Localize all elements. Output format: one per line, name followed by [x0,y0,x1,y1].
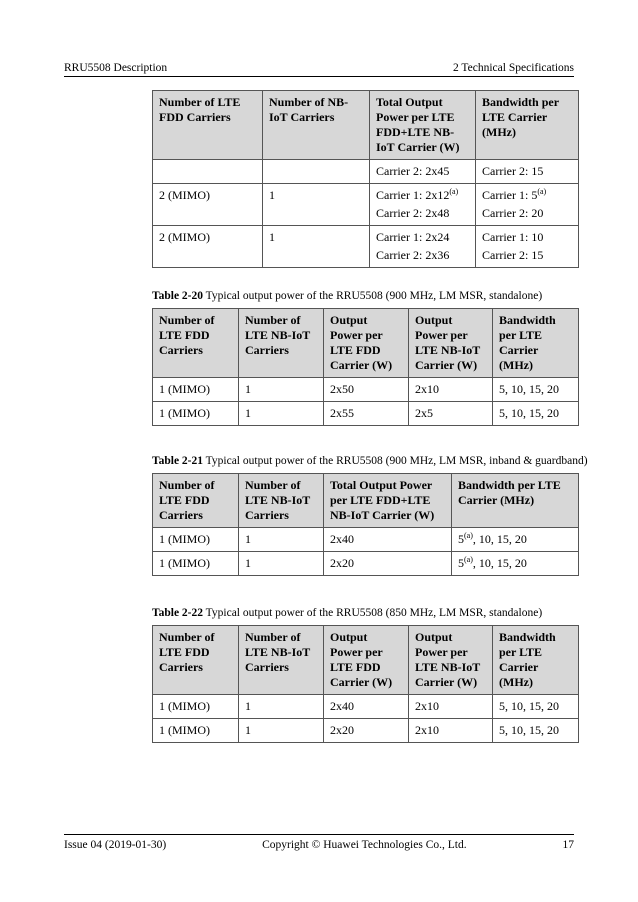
col-header: Number of NB-IoT Carriers [263,91,370,160]
table-cell [452,552,579,576]
table-cell: 1 (MIMO) [153,552,239,576]
col-header: Bandwidth per LTE Carrier (MHz) [493,626,579,695]
footer-issue: Issue 04 (2019-01-30) [64,839,167,851]
table-cell: 1 (MIMO) [153,719,239,743]
table-cell: 5, 10, 15, 20 [493,695,579,719]
table-cell: 2x50 [324,378,409,402]
table-cell: 1 [239,719,324,743]
footer-page-number: 17 [562,839,574,851]
col-header: Bandwidth per LTE Carrier (MHz) [493,309,579,378]
table-header-row [153,626,579,695]
table-cell: 5, 10, 15, 20 [493,378,579,402]
table-label: Table 2-21 [152,455,204,467]
col-header: Output Power per LTE FDD Carrier (W) [324,626,409,695]
col-header: Total Output Power per LTE FDD+LTE NB-IoT Carrier (W) [324,474,452,528]
header-chapter-title: 2 Technical Specifications [453,62,574,74]
table-row [153,528,579,552]
table-cell: 2x40 [324,528,452,552]
table-label: Table 2-20 [152,290,204,302]
table-cell [476,184,579,226]
table-cell: 2x10 [409,378,493,402]
cell-text: 5 [458,532,464,546]
table-cell: 1 [239,695,324,719]
table-2-21 [152,473,579,576]
table-header-row [153,474,579,528]
table-cell: 1 [239,378,324,402]
table-row [153,695,579,719]
header-doc-title: RRU5508 Description [64,62,168,74]
table-cell: 1 (MIMO) [153,528,239,552]
table-cell [370,184,476,226]
table-row [153,160,579,184]
table-caption-text: Typical output power of the RRU5508 (900 MHz, LM MSR, inband & guardband) [203,455,588,467]
footnote-marker: (a) [537,187,547,196]
table-row [153,226,579,268]
table-cell: 2x40 [324,695,409,719]
table-cell: 2x10 [409,695,493,719]
col-header: Number of LTE FDD Carriers [153,474,239,528]
table-row [153,719,579,743]
col-header: Bandwidth per LTE Carrier (MHz) [452,474,579,528]
cell-line: Carrier 2: 15 [482,248,544,262]
col-header: Output Power per LTE NB-IoT Carrier (W) [409,626,493,695]
table-2-22 [152,625,579,743]
table-label: Table 2-22 [152,607,204,619]
cell-text: , 10, 15, 20 [472,532,527,546]
table-2-20 [152,308,579,426]
table-cell [370,226,476,268]
table-cell: 1 (MIMO) [153,378,239,402]
table-cell: 2x55 [324,402,409,426]
table-row [153,184,579,226]
table-cell: 2x20 [324,552,452,576]
footer-copyright: Copyright © Huawei Technologies Co., Ltd. [262,839,467,851]
table-row [153,552,579,576]
col-header: Output Power per LTE FDD Carrier (W) [324,309,409,378]
table-cell: 2x5 [409,402,493,426]
table-cell [263,160,370,184]
page-header [64,62,574,77]
cell-line: Carrier 2: 20 [482,206,544,220]
table-2-21-caption [152,455,588,467]
table-2-22-caption [152,607,542,619]
col-header: Number of LTE NB-IoT Carriers [239,626,324,695]
table-cell [452,528,579,552]
col-header: Number of LTE FDD Carriers [153,309,239,378]
col-header: Number of LTE NB-IoT Carriers [239,474,324,528]
table-cell: 2 (MIMO) [153,184,263,226]
table-caption-text: Typical output power of the RRU5508 (900 MHz, LM MSR, standalone) [203,290,543,302]
table-row [153,378,579,402]
cell-text: 5 [458,556,464,570]
footnote-marker: (a) [464,531,473,540]
cell-line: Carrier 1: 5 [482,188,538,202]
table-header-row [153,309,579,378]
table-continued [152,90,579,268]
table-cell: 2x10 [409,719,493,743]
table-cell: 1 (MIMO) [153,402,239,426]
table-cell: 1 [239,402,324,426]
table-row [153,402,579,426]
table-cell: 1 [239,528,324,552]
table-cell: 1 [263,184,370,226]
table-cell: 5, 10, 15, 20 [493,719,579,743]
col-header: Number of LTE FDD Carriers [153,91,263,160]
cell-line: Carrier 2: 2x48 [376,206,450,220]
page-footer [64,834,574,851]
col-header: Number of LTE NB-IoT Carriers [239,309,324,378]
cell-line: Carrier 1: 2x24 [376,230,450,244]
cell-line: Carrier 1: 2x12 [376,188,450,202]
col-header: Number of LTE FDD Carriers [153,626,239,695]
table-caption-text: Typical output power of the RRU5508 (850 MHz, LM MSR, standalone) [203,607,543,619]
cell-text: , 10, 15, 20 [472,556,527,570]
col-header: Output Power per LTE NB-IoT Carrier (W) [409,309,493,378]
table-cell [153,160,263,184]
table-cell: 2x20 [324,719,409,743]
cell-line: Carrier 2: 2x36 [376,248,450,262]
footnote-marker: (a) [464,555,473,564]
table-cell: 5, 10, 15, 20 [493,402,579,426]
table-cell: 2 (MIMO) [153,226,263,268]
table-cell: 1 (MIMO) [153,695,239,719]
table-cell [476,226,579,268]
table-cell: 1 [263,226,370,268]
table-2-20-caption [152,290,542,302]
table-cell: 1 [239,552,324,576]
cell-line: Carrier 1: 10 [482,230,544,244]
table-cell: Carrier 2: 15 [476,160,579,184]
footnote-marker: (a) [449,187,459,196]
col-header: Bandwidth per LTE Carrier (MHz) [476,91,579,160]
table-cell: Carrier 2: 2x45 [370,160,476,184]
col-header: Total Output Power per LTE FDD+LTE NB-IoT Carrier (W) [370,91,476,160]
table-header-row [153,91,579,160]
